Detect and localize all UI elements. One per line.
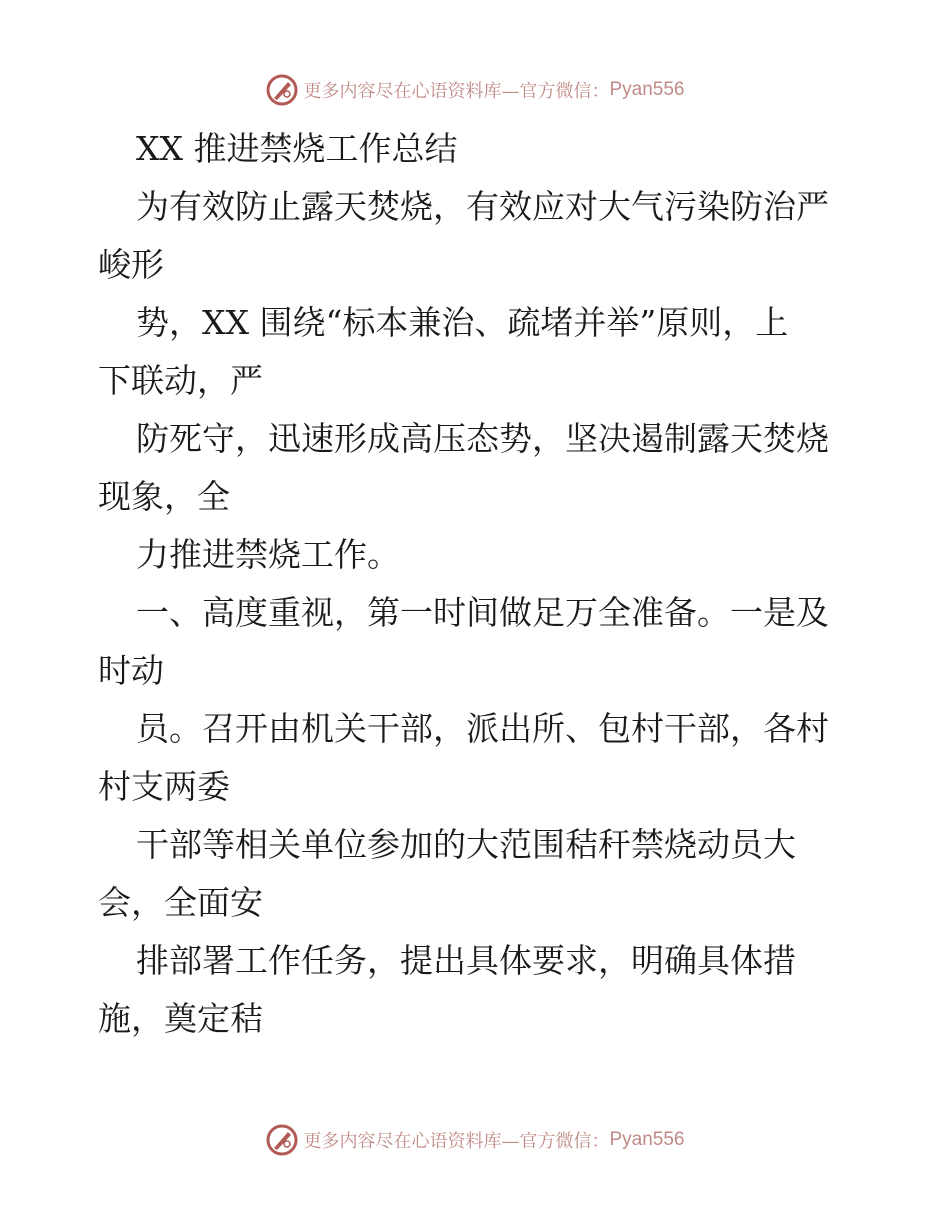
text-line: 一、高度重视，第一时间做足万全准备。一是及: [136, 593, 829, 632]
text-line: 排部署工作任务，提出具体要求，明确具体措: [136, 941, 796, 980]
header-watermark: [0, 70, 950, 110]
watermark-wechat-id: Pyan556: [609, 79, 685, 100]
pen-logo-icon: [265, 1123, 299, 1157]
text-line: 为有效防止露天焚烧，有效应对大气污染防治严: [136, 187, 829, 226]
text-line: 峻形: [98, 245, 164, 284]
text-line: 势，XX 围绕“标本兼治、疏堵并举”原则，上: [136, 303, 789, 342]
text-line: 村支两委: [98, 767, 230, 806]
text-line: 下联动，严: [98, 361, 263, 400]
text-line: 时动: [98, 651, 164, 690]
watermark-wechat-id: Pyan556: [609, 1129, 685, 1150]
text-line: 会，全面安: [98, 883, 263, 922]
document-title: XX 推进禁烧工作总结: [136, 129, 458, 168]
footer-watermark: [0, 1120, 950, 1160]
pen-logo-icon: [265, 73, 299, 107]
document-body: [98, 120, 858, 1048]
text-line: 力推进禁烧工作。: [136, 535, 400, 574]
text-line: 员。召开由机关干部，派出所、包村干部，各村: [136, 709, 829, 748]
text-line: 干部等相关单位参加的大范围秸秆禁烧动员大: [136, 825, 796, 864]
text-line: 防死守，迅速形成高压态势，坚决遏制露天焚烧: [136, 419, 829, 458]
watermark-text: 更多内容尽在心语资料库—官方微信：: [303, 81, 610, 102]
text-line: 施，奠定秸: [98, 999, 263, 1038]
watermark-text: 更多内容尽在心语资料库—官方微信：: [303, 1131, 610, 1152]
text-line: 现象，全: [98, 477, 230, 516]
